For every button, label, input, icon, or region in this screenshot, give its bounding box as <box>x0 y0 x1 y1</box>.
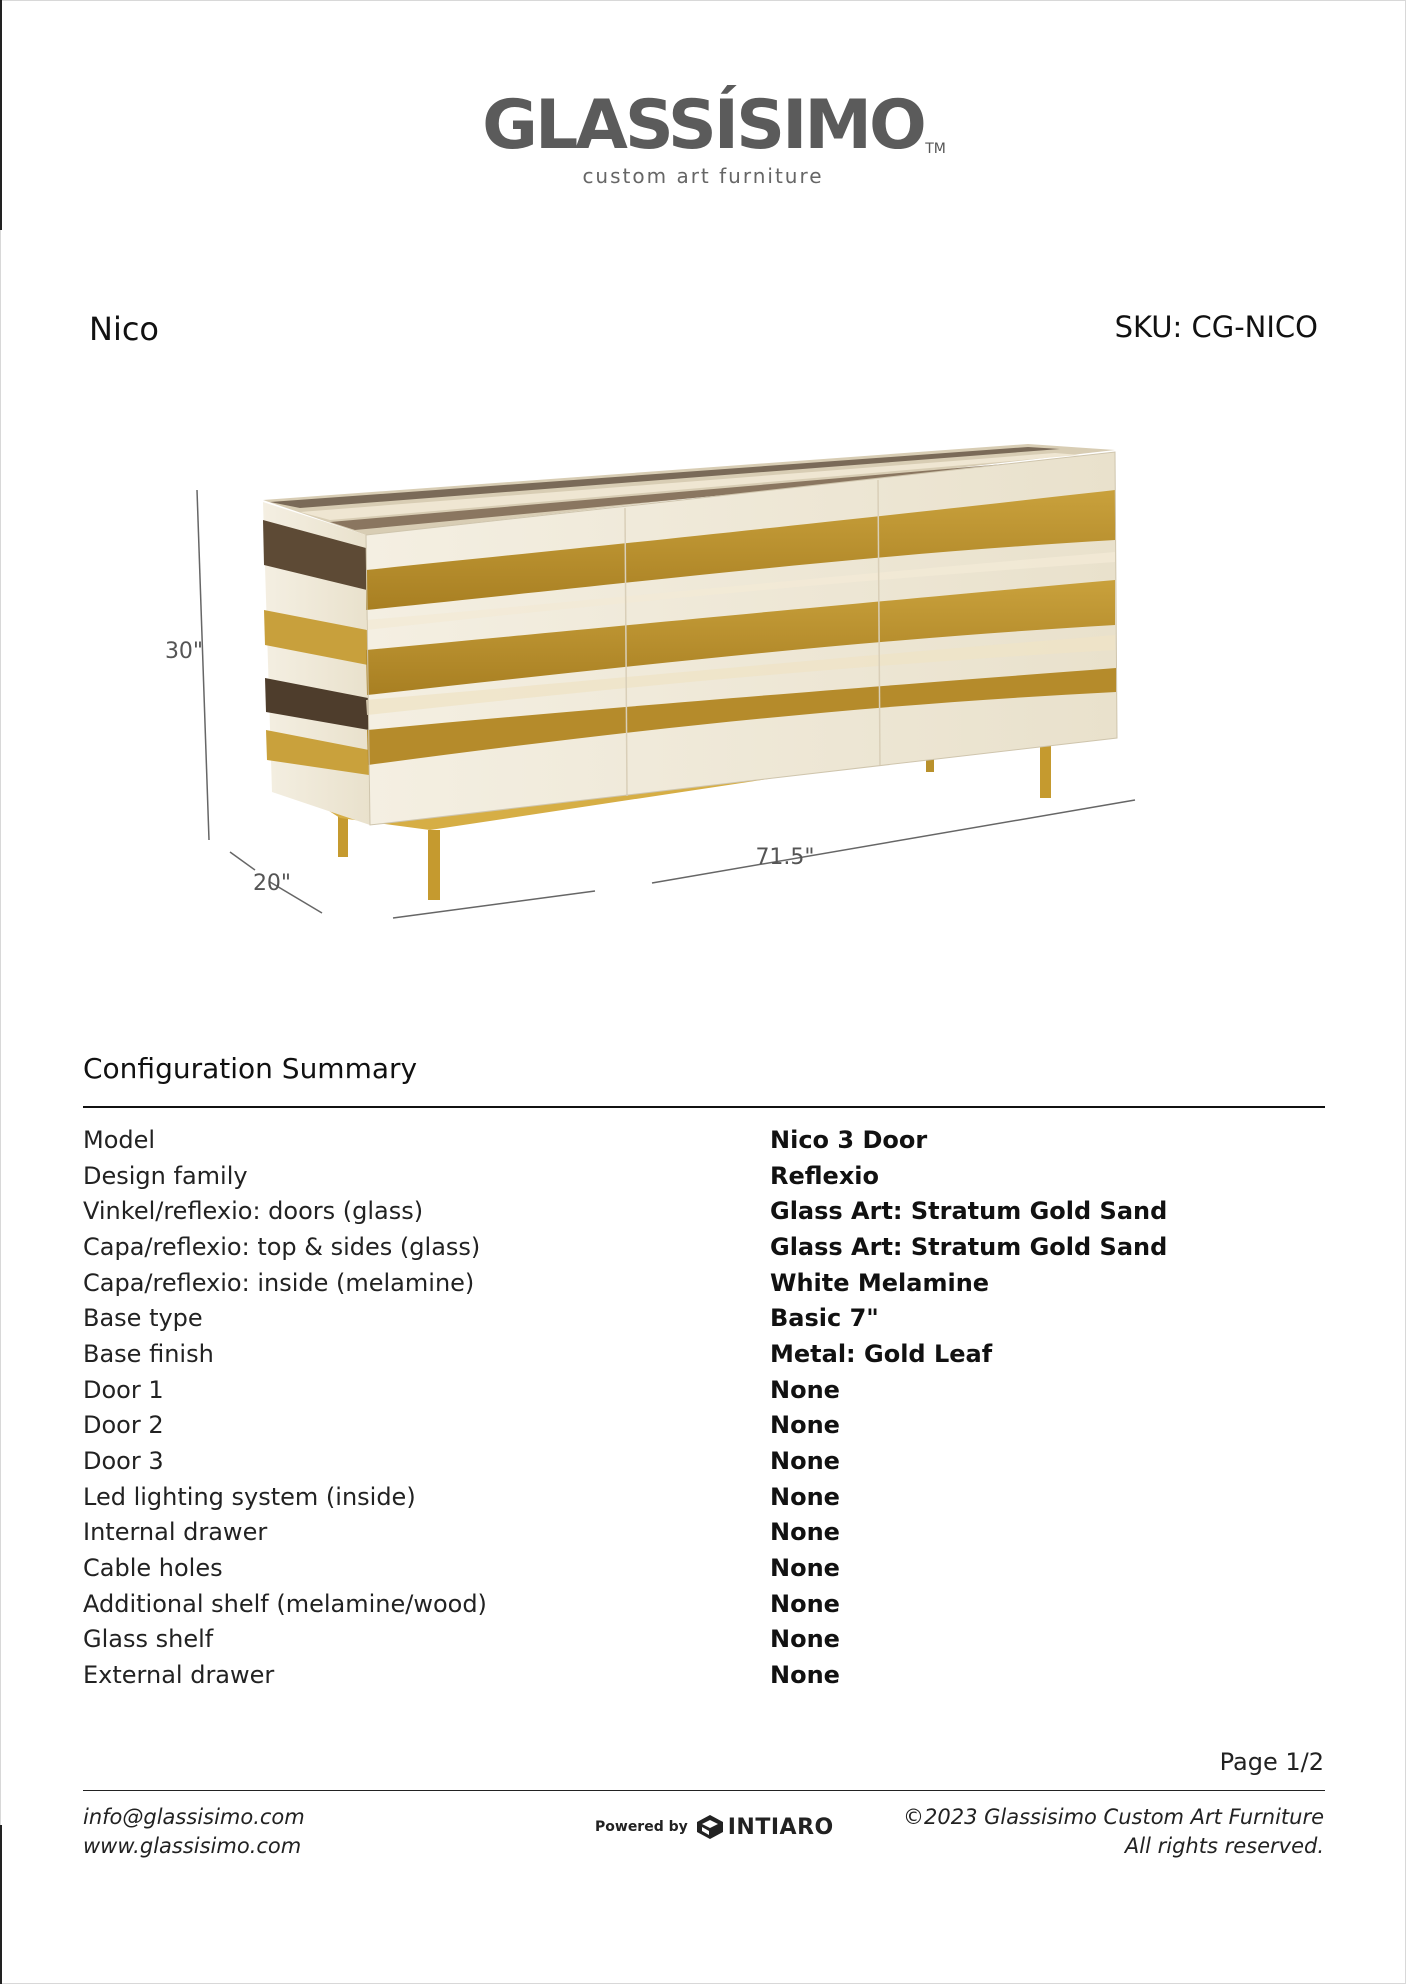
rights-text: All rights reserved. <box>1124 1834 1324 1858</box>
config-value: White Melamine <box>770 1268 990 1297</box>
config-label: Door 3 <box>83 1447 164 1476</box>
config-label: Vinkel/reflexio: doors (glass) <box>83 1197 424 1226</box>
config-label: Capa/reflexio: inside (melamine) <box>83 1268 475 1297</box>
config-label: Internal drawer <box>83 1518 268 1547</box>
dimension-width: 71.5" <box>755 845 815 870</box>
logo-wordmark <box>482 86 946 165</box>
intiaro-icon <box>696 1814 724 1840</box>
config-label: Additional shelf (melamine/wood) <box>83 1589 487 1618</box>
config-row <box>83 1122 1325 1158</box>
config-value: Nico 3 Door <box>770 1125 928 1154</box>
config-row <box>83 1443 1325 1479</box>
footer-copyright <box>903 1803 1324 1861</box>
brand-logo <box>0 86 1406 188</box>
config-label: Door 1 <box>83 1375 164 1404</box>
config-row <box>83 1372 1325 1408</box>
config-value: None <box>770 1518 840 1547</box>
config-value: None <box>770 1589 840 1618</box>
intiaro-logo <box>696 1814 834 1840</box>
config-value: None <box>770 1661 840 1690</box>
config-row <box>83 1622 1325 1658</box>
footer-rule <box>83 1790 1325 1791</box>
config-row <box>83 1265 1325 1301</box>
config-value: None <box>770 1625 840 1654</box>
config-label: Cable holes <box>83 1554 223 1583</box>
config-value: Reflexio <box>770 1161 880 1190</box>
configuration-rule <box>83 1106 1325 1108</box>
page-number: Page 1/2 <box>1219 1748 1324 1776</box>
dimension-depth: 20" <box>252 871 292 896</box>
logo-tagline: custom art furniture <box>582 164 824 188</box>
config-label: Led lighting system (inside) <box>83 1482 416 1511</box>
config-row <box>83 1550 1325 1586</box>
config-label: External drawer <box>83 1661 275 1690</box>
config-row <box>83 1300 1325 1336</box>
config-value: None <box>770 1447 840 1476</box>
config-row <box>83 1336 1325 1372</box>
config-value: None <box>770 1375 840 1404</box>
edge-mark-bottom <box>0 1825 2 1984</box>
config-row <box>83 1515 1325 1551</box>
dimension-height: 30" <box>164 639 204 664</box>
config-value: Basic 7" <box>770 1304 879 1333</box>
config-label: Design family <box>83 1161 248 1190</box>
config-value: Glass Art: Stratum Gold Sand <box>770 1232 1168 1261</box>
intiaro-name: INTIARO <box>727 1814 834 1840</box>
logo-tm: TM <box>925 141 946 157</box>
config-label: Model <box>83 1125 156 1154</box>
config-value: None <box>770 1411 840 1440</box>
config-value: Glass Art: Stratum Gold Sand <box>770 1197 1168 1226</box>
config-value: None <box>770 1482 840 1511</box>
footer-contact <box>83 1803 305 1861</box>
config-row <box>83 1657 1325 1693</box>
config-row <box>83 1229 1325 1265</box>
product-name: Nico <box>89 310 159 348</box>
config-label: Capa/reflexio: top & sides (glass) <box>83 1232 481 1261</box>
config-row <box>83 1158 1325 1194</box>
copyright-text: ©2023 Glassisimo Custom Art Furniture <box>902 1805 1324 1829</box>
product-sku: SKU: CG-NICO <box>1114 310 1318 344</box>
footer-email-link[interactable]: info@glassisimo.com <box>83 1805 305 1829</box>
logo-name: GLASSÍSIMO <box>482 86 924 165</box>
config-label: Base type <box>83 1304 203 1333</box>
configuration-title: Configuration Summary <box>83 1052 418 1085</box>
configuration-table <box>83 1122 1325 1693</box>
powered-by-label: Powered by <box>595 1819 688 1835</box>
config-value: None <box>770 1554 840 1583</box>
footer-website-link[interactable]: www.glassisimo.com <box>83 1834 302 1858</box>
powered-by <box>595 1814 834 1840</box>
config-label: Glass shelf <box>83 1625 214 1654</box>
config-row <box>83 1586 1325 1622</box>
config-row <box>83 1193 1325 1229</box>
product-image <box>160 430 1160 930</box>
config-label: Base finish <box>83 1339 214 1368</box>
config-value: Metal: Gold Leaf <box>770 1339 993 1368</box>
config-label: Door 2 <box>83 1411 164 1440</box>
config-row <box>83 1479 1325 1515</box>
config-row <box>83 1408 1325 1444</box>
